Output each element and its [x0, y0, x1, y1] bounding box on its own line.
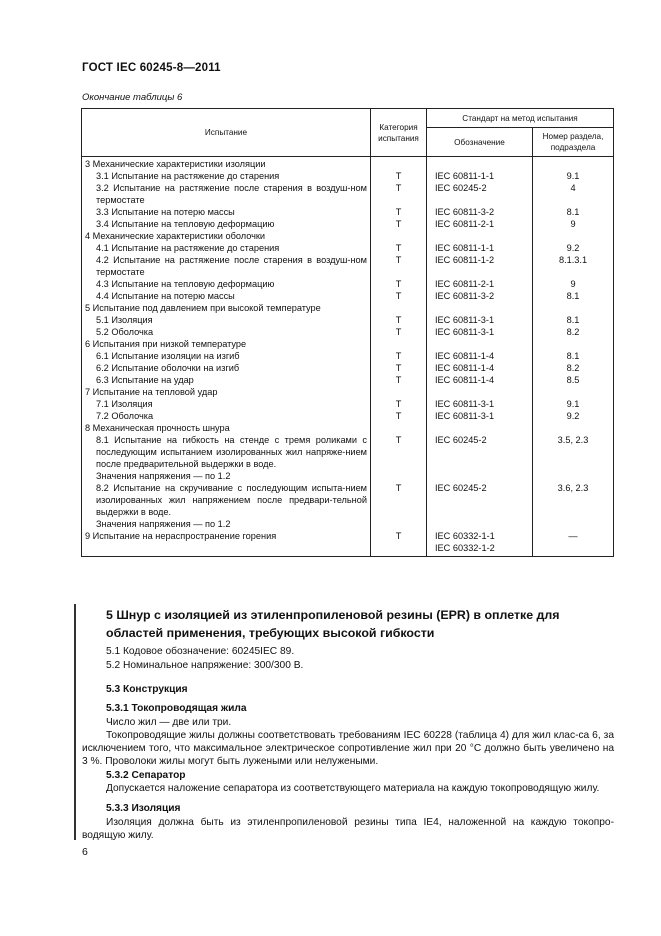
cell-test: 6.1 Испытание изоляции на изгиб	[82, 350, 371, 362]
cell-test: 3.3 Испытание на потерю массы	[82, 206, 371, 218]
cell-category	[371, 230, 427, 242]
cell-section: —	[533, 530, 614, 557]
table-row	[82, 157, 614, 171]
cell-section: 9	[533, 218, 614, 230]
cell-test: 4 Механические характеристики оболочки	[82, 230, 371, 242]
cell-designation: IEC 60811-1-4	[427, 374, 533, 386]
table-row	[82, 350, 614, 362]
table-row	[82, 278, 614, 290]
heading-5-3: 5.3 Конструкция	[106, 684, 188, 695]
cell-category	[371, 157, 427, 171]
paragraph-5-3-3: Изоляция должна быть из этиленпропиленовой резины типа IE4, наложенной на каждую токопро-водящую жилу.	[82, 817, 614, 841]
paragraph-5-2: 5.2 Номинальное напряжение: 300/300 В.	[106, 660, 304, 671]
cell-category: Т	[371, 254, 427, 278]
paragraph-5-3-2: Допускается наложение сепаратора из соответствующего материала на каждую токопроводящую жилу.	[106, 783, 600, 794]
cell-designation: IEC 60811-3-1	[427, 410, 533, 422]
cell-category: Т	[371, 218, 427, 230]
cell-category: Т	[371, 290, 427, 302]
cell-designation: IEC 60811-1-2	[427, 254, 533, 278]
cell-designation: IEC 60811-3-1	[427, 326, 533, 338]
cell-designation: IEC 60811-2-1	[427, 278, 533, 290]
cell-designation: IEC 60811-1-4	[427, 362, 533, 374]
cell-section	[533, 157, 614, 171]
cell-designation: IEC 60811-3-1	[427, 398, 533, 410]
cell-designation	[427, 230, 533, 242]
cell-test: 7.2 Оболочка	[82, 410, 371, 422]
cell-category	[371, 422, 427, 434]
cell-test: 8 Механическая прочность шнура	[82, 422, 371, 434]
change-bar	[74, 604, 76, 840]
cell-category: Т	[371, 326, 427, 338]
heading-5-3-2: 5.3.2 Сепаратор	[106, 770, 186, 781]
paragraph-5-3-1-a: Число жил — две или три.	[106, 717, 232, 728]
cell-test: 7 Испытание на тепловой удар	[82, 386, 371, 398]
cell-category: Т	[371, 206, 427, 218]
cell-category	[371, 518, 427, 530]
cell-test: 4.3 Испытание на тепловую деформацию	[82, 278, 371, 290]
table-row	[82, 290, 614, 302]
cell-designation	[427, 470, 533, 482]
table-row	[82, 206, 614, 218]
cell-designation	[427, 302, 533, 314]
cell-designation: IEC 60245-2	[427, 482, 533, 518]
cell-section	[533, 302, 614, 314]
table-row	[82, 470, 614, 482]
cell-test: 4.1 Испытание на растяжение до старения	[82, 242, 371, 254]
cell-designation	[427, 338, 533, 350]
cell-section: 4	[533, 182, 614, 206]
cell-test: 5.1 Изоляция	[82, 314, 371, 326]
cell-category: Т	[371, 482, 427, 518]
cell-section: 8.1	[533, 314, 614, 326]
cell-test: 9 Испытание на нераспространение горения	[82, 530, 371, 557]
cell-designation: IEC 60245-2	[427, 182, 533, 206]
cell-test: 6.3 Испытание на удар	[82, 374, 371, 386]
header-designation: Обозначение	[427, 128, 533, 157]
table-row	[82, 362, 614, 374]
cell-section	[533, 422, 614, 434]
cell-designation: IEC 60811-3-2	[427, 290, 533, 302]
cell-section: 8.5	[533, 374, 614, 386]
cell-test: 3.4 Испытание на тепловую деформацию	[82, 218, 371, 230]
cell-category: Т	[371, 434, 427, 470]
cell-category	[371, 470, 427, 482]
cell-section	[533, 518, 614, 530]
cell-category: Т	[371, 350, 427, 362]
table-row	[82, 398, 614, 410]
cell-section: 9.2	[533, 410, 614, 422]
cell-section: 8.1	[533, 290, 614, 302]
cell-category: Т	[371, 314, 427, 326]
cell-designation	[427, 157, 533, 171]
table-row	[82, 374, 614, 386]
header-category: Категория испытания	[371, 109, 427, 157]
cell-section: 9.1	[533, 398, 614, 410]
cell-section: 9	[533, 278, 614, 290]
cell-test: 5 Испытание под давлением при высокой температуре	[82, 302, 371, 314]
cell-section: 3.5, 2.3	[533, 434, 614, 470]
paragraph-5-1: 5.1 Кодовое обозначение: 60245IEC 89.	[106, 646, 295, 657]
cell-category	[371, 302, 427, 314]
cell-designation: IEC 60245-2	[427, 434, 533, 470]
table-row	[82, 254, 614, 278]
cell-test: 4.2 Испытание на растяжение после старения в воздуш-ном термостате	[82, 254, 371, 278]
table-row	[82, 422, 614, 434]
cell-category: Т	[371, 242, 427, 254]
cell-test: 8.2 Испытание на скручивание с последующим испыта-нием изолированных жил напряжением после предвари-тельной выдержки в воде.	[82, 482, 371, 518]
cell-section: 9.1	[533, 170, 614, 182]
cell-category	[371, 338, 427, 350]
table-row	[82, 218, 614, 230]
cell-category: Т	[371, 410, 427, 422]
cell-test: 3.2 Испытание на растяжение после старения в воздуш-ном термостате	[82, 182, 371, 206]
table-row	[82, 434, 614, 470]
cell-section: 8.2	[533, 326, 614, 338]
heading-5-3-1: 5.3.1 Токопроводящая жила	[106, 703, 247, 714]
table-row	[82, 326, 614, 338]
cell-section	[533, 230, 614, 242]
paragraph-5-3-1-b: Токопроводящие жилы должны соответствовать требованиям IEC 60228 (таблица 4) для жил клас-са 6, за исключением того, что максимальное электрическое сопротивление жил при 20 °С должно быть увеличено на 3 %. Проволоки жилы могут быть лужеными или нелужеными.	[82, 730, 614, 767]
table-row	[82, 518, 614, 530]
cell-category: Т	[371, 374, 427, 386]
standard-header: ГОСТ IEC 60245-8—2011	[82, 62, 221, 74]
cell-section: 3.6, 2.3	[533, 482, 614, 518]
cell-test: 7.1 Изоляция	[82, 398, 371, 410]
table-row	[82, 182, 614, 206]
cell-test: 4.4 Испытание на потерю массы	[82, 290, 371, 302]
cell-section	[533, 470, 614, 482]
cell-designation: IEC 60811-1-1	[427, 170, 533, 182]
heading-5-3-3: 5.3.3 Изоляция	[106, 803, 181, 814]
table-row	[82, 230, 614, 242]
table-body	[82, 157, 614, 557]
table-row	[82, 386, 614, 398]
table-row	[82, 410, 614, 422]
cell-section: 8.1.3.1	[533, 254, 614, 278]
cell-test: 8.1 Испытание на гибкость на стенде с тремя роликами с последующим испытанием изолированных жил напряже-нием после предварительной выдержки в воде.	[82, 434, 371, 470]
cell-test: 6.2 Испытание оболочки на изгиб	[82, 362, 371, 374]
table-row	[82, 314, 614, 326]
cell-section: 9.2	[533, 242, 614, 254]
cell-category: Т	[371, 182, 427, 206]
cell-designation: IEC 60811-1-4	[427, 350, 533, 362]
table-row	[82, 530, 614, 557]
cell-designation	[427, 386, 533, 398]
cell-category: Т	[371, 530, 427, 557]
test-table	[81, 108, 614, 557]
header-section: Номер раздела, подраздела	[533, 128, 614, 157]
table-row	[82, 482, 614, 518]
cell-designation	[427, 422, 533, 434]
cell-test: Значения напряжения — по 1.2	[82, 470, 371, 482]
cell-test: 3.1 Испытание на растяжение до старения	[82, 170, 371, 182]
cell-test: 3 Механические характеристики изоляции	[82, 157, 371, 171]
cell-designation	[427, 518, 533, 530]
cell-section: 8.2	[533, 362, 614, 374]
cell-designation: IEC 60332-1-1 IEC 60332-1-2	[427, 530, 533, 557]
cell-category: Т	[371, 278, 427, 290]
table-row	[82, 170, 614, 182]
header-standard: Стандарт на метод испытания	[427, 109, 614, 128]
cell-designation: IEC 60811-3-2	[427, 206, 533, 218]
cell-test: 5.2 Оболочка	[82, 326, 371, 338]
cell-section	[533, 386, 614, 398]
cell-section: 8.1	[533, 206, 614, 218]
cell-category: Т	[371, 170, 427, 182]
cell-test: 6 Испытания при низкой температуре	[82, 338, 371, 350]
cell-category	[371, 386, 427, 398]
table-row	[82, 302, 614, 314]
cell-designation: IEC 60811-1-1	[427, 242, 533, 254]
cell-section	[533, 338, 614, 350]
section-heading: 5 Шнур с изоляцией из этиленпропиленовой резины (EPR) в оплетке для областей применения, требующих высокой гибкости	[106, 608, 560, 640]
header-test: Испытание	[82, 109, 371, 157]
cell-designation: IEC 60811-2-1	[427, 218, 533, 230]
cell-category: Т	[371, 362, 427, 374]
table-caption: Окончание таблицы 6	[82, 92, 183, 103]
page-number: 6	[82, 846, 88, 858]
table-row	[82, 338, 614, 350]
cell-category: Т	[371, 398, 427, 410]
cell-section: 8.1	[533, 350, 614, 362]
cell-test: Значения напряжения — по 1.2	[82, 518, 371, 530]
table-row	[82, 242, 614, 254]
cell-designation: IEC 60811-3-1	[427, 314, 533, 326]
